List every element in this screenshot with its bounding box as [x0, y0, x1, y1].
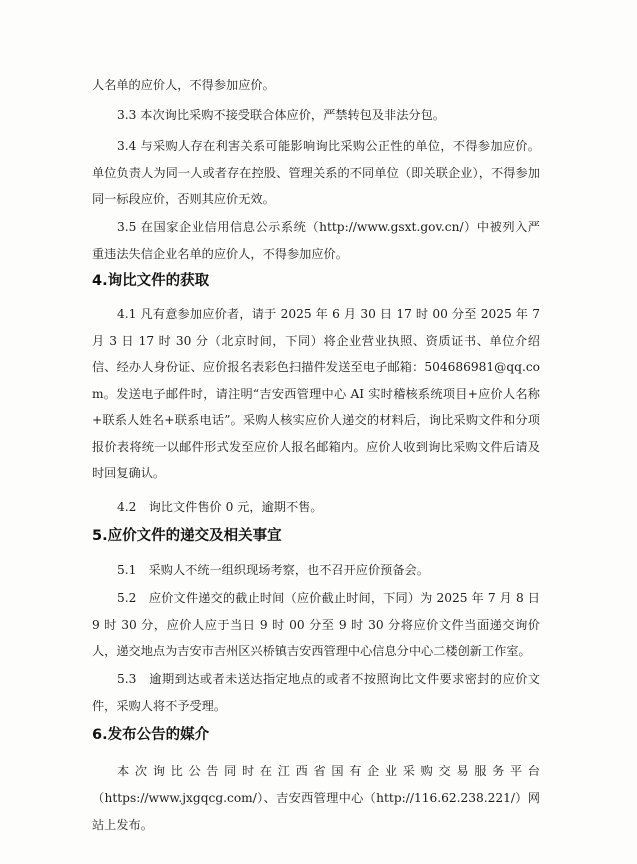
paragraph-4-2: 4.2 询比文件售价 0 元，逾期不售。 — [117, 500, 323, 514]
paragraph-6-line-2: （https://www.jxgqcg.com/）、吉安西管理中心（http://116.62.238.221/）网站上发布。 — [92, 791, 540, 832]
paragraph-3-2-tail: 人名单的应价人，不得参加应价。 — [92, 78, 275, 92]
heading-section-4: 4.询比文件的获取 — [92, 273, 210, 289]
heading-section-5: 5.应价文件的递交及相关事宜 — [92, 528, 282, 544]
paragraph-5-2: 5.2 应价文件递交的截止时间（应价截止时间，下同）为 2025 年 7 月 8 日 9 时 30 分，应价人应于当日 9 时 00 分至 9 时 30 分将应价文件当面递交询价人，递交地点为吉安市吉州区兴桥镇吉安西管理中心信息分中心二楼创新工作室。 — [92, 591, 540, 658]
paragraph-5-1: 5.1 采购人不统一组织现场考察，也不召开应价预备会。 — [117, 563, 429, 577]
paragraph-3-3: 3.3 本次询比采购不接受联合体应价，严禁转包及非法分包。 — [117, 108, 445, 122]
paragraph-4-1: 4.1 凡有意参加应价者，请于 2025 年 6 月 30 日 17 时 00 分至 2025 年 7 月 3 日 17 时 30 分（北京时间，下同）将企业营业执照、资质证书、单位介绍信、经办人身份证、应价报名表彩色扫描件发送至电子邮箱：504686981@qq.com。发送电子邮件时，请注明“吉安西管理中心 AI 实时稽核系统项目+应价人名称+联系人姓名+联系电话”。采购人核实应价人递交的材料后，询比采购文件和分项报价表将统一以邮件形式发至应价人报名邮箱内。应价人收到询比采购文件后请及时回复确认。 — [92, 307, 540, 480]
paragraph-5-3: 5.3 逾期到达或者未送达指定地点的或者不按照询比文件要求密封的应价文件，采购人将不予受理。 — [92, 672, 540, 713]
paragraph-3-4: 3.4 与采购人存在利害关系可能影响询比采购公正性的单位，不得参加应价。单位负责人为同一人或者存在控股、管理关系的不同单位（即关联企业），不得参加同一标段应价，否则其应价无效。 — [92, 139, 540, 206]
paragraph-6-line-1: 本次询比公告同时在江西省国有企业采购交易服务平台 — [117, 764, 540, 778]
paragraph-3-5: 3.5 在国家企业信用信息公示系统（http://www.gsxt.gov.cn/）中被列入严重违法失信企业名单的应价人，不得参加应价。 — [92, 220, 540, 261]
heading-section-6: 6.发布公告的媒介 — [92, 727, 210, 743]
